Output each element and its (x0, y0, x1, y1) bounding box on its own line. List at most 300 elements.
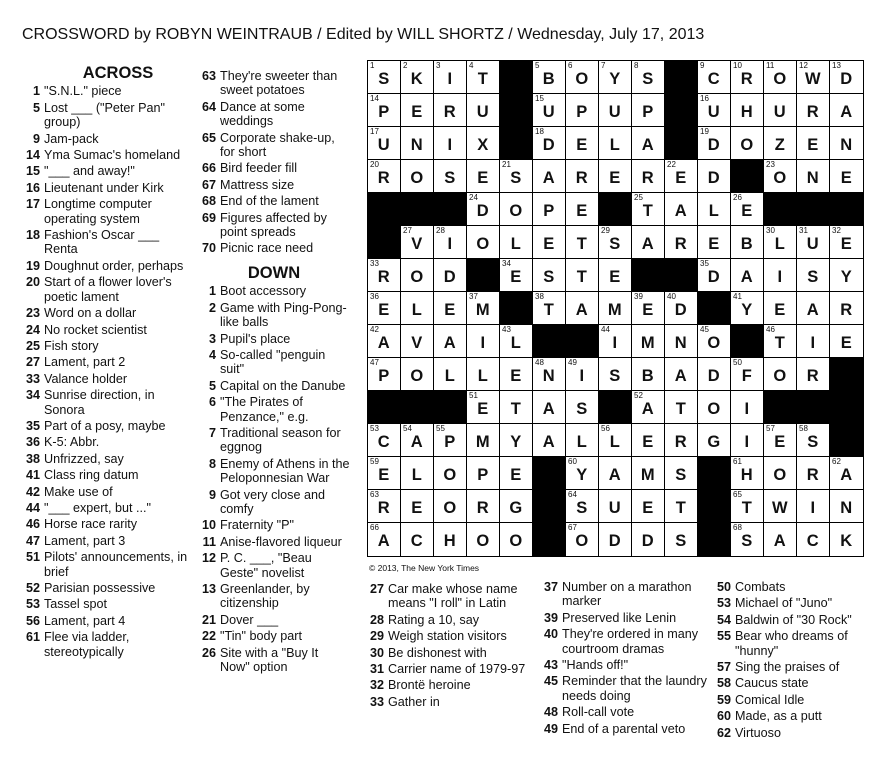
cell-letter: O (707, 400, 721, 418)
cell-letter: E (510, 466, 522, 484)
across-clue (22, 550, 190, 579)
down-clue (713, 580, 885, 594)
cell-number: 55 (436, 424, 445, 433)
clue-text: Fashion's Oscar ___ Renta (44, 228, 160, 257)
down-clue (366, 646, 538, 660)
cell-letter: P (378, 367, 390, 385)
cell-letter: E (510, 268, 522, 286)
grid-cell (599, 61, 632, 94)
grid-cell (764, 160, 797, 193)
grid-cell (632, 226, 665, 259)
clue-text: Pilots' announcements, in brief (44, 550, 188, 579)
clue-number: 70 (201, 241, 216, 256)
cell-number: 67 (568, 523, 577, 532)
across-clue (22, 597, 190, 611)
grid-cell (401, 325, 434, 358)
cell-number: 46 (766, 325, 775, 334)
clue-text: Tassel spot (44, 597, 107, 612)
grid-cell (467, 391, 500, 424)
clue-text: No rocket scientist (44, 322, 147, 337)
cell-letter: E (444, 301, 456, 319)
clue-number: 51 (25, 550, 40, 565)
grid-cell (698, 358, 731, 391)
down-clue (713, 693, 885, 707)
black-square (533, 490, 566, 523)
across-clue (22, 614, 190, 628)
grid-cell (830, 127, 863, 160)
grid-cell (830, 259, 863, 292)
black-square (599, 391, 632, 424)
clue-number: 58 (716, 676, 731, 691)
cell-number: 8 (634, 61, 639, 70)
down-clue (366, 695, 538, 709)
grid-cell (830, 226, 863, 259)
clue-number: 38 (25, 451, 40, 466)
grid-cell (599, 457, 632, 490)
clue-number: 50 (716, 580, 731, 594)
grid-cell (797, 490, 830, 523)
cell-number: 36 (370, 292, 379, 301)
cell-letter: R (806, 466, 820, 484)
cell-letter: O (410, 367, 424, 385)
cell-number: 3 (436, 61, 441, 70)
grid-cell (533, 160, 566, 193)
cell-letter: L (609, 433, 621, 451)
cell-number: 35 (700, 259, 709, 268)
cell-letter: R (740, 70, 754, 88)
cell-number: 11 (766, 61, 775, 70)
grid-cell (632, 358, 665, 391)
clue-number: 16 (25, 180, 40, 195)
cell-letter: R (377, 169, 391, 187)
cell-letter: A (740, 268, 754, 286)
down-clue (540, 627, 712, 656)
cell-letter: C (410, 532, 424, 550)
clue-number: 37 (543, 580, 558, 594)
cell-letter: D (674, 301, 688, 319)
grid-cell (434, 358, 467, 391)
cell-letter: O (443, 499, 457, 517)
clue-number: 28 (369, 612, 384, 627)
down-clue (198, 348, 350, 377)
cell-number: 53 (370, 424, 379, 433)
grid-cell (401, 457, 434, 490)
cell-letter: E (609, 268, 621, 286)
clue-text: Jam-pack (44, 131, 99, 146)
clue-text: "___ expert, but ..." (44, 500, 151, 515)
down-clue (540, 674, 712, 703)
grid-cell (698, 193, 731, 226)
black-square (500, 94, 533, 127)
grid-cell (698, 391, 731, 424)
cell-letter: A (773, 532, 787, 550)
grid-cell (533, 259, 566, 292)
grid-cell (698, 61, 731, 94)
grid-cell (566, 523, 599, 556)
cell-letter: A (608, 466, 622, 484)
cell-number: 6 (568, 61, 573, 70)
cell-number: 18 (535, 127, 544, 136)
down-clue (198, 582, 350, 611)
cell-letter: I (612, 334, 618, 352)
clue-text: Gather in (388, 694, 440, 709)
grid-cell (665, 160, 698, 193)
clue-number: 53 (25, 597, 40, 612)
black-square (830, 193, 863, 226)
grid-cell (434, 292, 467, 325)
clue-number: 36 (25, 435, 40, 450)
black-square (698, 523, 731, 556)
cell-letter: K (410, 70, 424, 88)
down-clue (366, 613, 538, 627)
across-clue (22, 452, 190, 466)
grid-cell (566, 61, 599, 94)
grid-cell (797, 424, 830, 457)
down-clue (198, 646, 350, 675)
down-header: DOWN (247, 263, 301, 282)
clue-number: 6 (208, 395, 216, 410)
cell-letter: A (575, 301, 589, 319)
black-square (368, 193, 401, 226)
cell-letter: B (542, 70, 556, 88)
across-clue (22, 388, 190, 417)
cell-letter: E (576, 136, 588, 154)
grid-cell (533, 358, 566, 391)
black-square (434, 193, 467, 226)
grid-cell (467, 292, 500, 325)
cell-letter: T (543, 301, 555, 319)
black-square (500, 61, 533, 94)
black-square (731, 325, 764, 358)
black-square (533, 325, 566, 358)
grid-cell (566, 127, 599, 160)
grid-cell (764, 358, 797, 391)
cell-letter: O (773, 169, 787, 187)
cell-letter: S (741, 532, 753, 550)
grid-cell (566, 160, 599, 193)
grid-cell (434, 259, 467, 292)
grid-cell (500, 490, 533, 523)
cell-letter: P (444, 433, 456, 451)
black-square (698, 457, 731, 490)
black-square (500, 292, 533, 325)
across-clue (22, 101, 190, 130)
across-clue (22, 228, 190, 257)
cell-number: 49 (568, 358, 577, 367)
clue-text: Made, as a putt (735, 709, 822, 724)
clue-text: "Tin" body part (220, 629, 302, 644)
cell-letter: I (480, 334, 486, 352)
grid-cell (434, 325, 467, 358)
clue-text: Make use of (44, 484, 113, 499)
grid-cell (797, 61, 830, 94)
grid-cell (500, 193, 533, 226)
cell-letter: M (607, 301, 623, 319)
black-square (632, 259, 665, 292)
cell-letter: E (774, 301, 786, 319)
cell-letter: Y (741, 301, 753, 319)
cell-number: 5 (535, 61, 540, 70)
down-clue (198, 426, 350, 455)
black-square (797, 391, 830, 424)
black-square (665, 61, 698, 94)
cell-letter: D (608, 532, 622, 550)
grid-cell (467, 424, 500, 457)
cell-letter: O (476, 235, 490, 253)
cell-letter: P (543, 202, 555, 220)
cell-number: 48 (535, 358, 544, 367)
grid-cell (797, 358, 830, 391)
grid-cell (698, 424, 731, 457)
clue-number: 43 (543, 658, 558, 673)
grid-cell (368, 94, 401, 127)
grid-cell (632, 160, 665, 193)
clue-number: 65 (201, 130, 216, 145)
cell-letter: E (642, 499, 654, 517)
cell-letter: W (804, 70, 822, 88)
cell-number: 13 (832, 61, 841, 70)
cell-letter: Y (576, 466, 588, 484)
cell-number: 50 (733, 358, 742, 367)
across-clue (22, 534, 190, 548)
cell-letter: N (542, 367, 556, 385)
clue-number: 14 (25, 148, 40, 163)
cell-number: 26 (733, 193, 742, 202)
clue-number: 42 (25, 484, 40, 499)
clue-text: End of a parental veto (562, 721, 686, 736)
grid-cell (368, 127, 401, 160)
clue-text: Mattress size (220, 177, 295, 192)
black-square (500, 127, 533, 160)
grid-cell (731, 490, 764, 523)
cell-number: 43 (502, 325, 511, 334)
across-clue (22, 197, 190, 226)
down-clue (713, 596, 885, 610)
grid-cell (368, 259, 401, 292)
cell-letter: S (675, 532, 687, 550)
cell-letter: S (807, 268, 819, 286)
cell-letter: E (477, 169, 489, 187)
grid-cell (797, 259, 830, 292)
down-clue (540, 580, 712, 609)
clue-text: Comical Idle (735, 692, 805, 707)
across-clue (22, 132, 190, 146)
cell-letter: S (510, 169, 522, 187)
cell-number: 34 (502, 259, 511, 268)
clue-number: 45 (543, 674, 558, 689)
grid-cell (665, 424, 698, 457)
grid-cell (665, 358, 698, 391)
clue-text: Brontë heroine (388, 678, 471, 693)
cell-letter: Y (609, 70, 621, 88)
down-clue (198, 488, 350, 517)
grid-cell (797, 94, 830, 127)
cell-letter: A (542, 400, 556, 418)
black-square (665, 127, 698, 160)
cell-letter: A (641, 400, 655, 418)
down-clues-column-3 (713, 580, 885, 742)
cell-letter: D (707, 268, 721, 286)
grid-cell (665, 226, 698, 259)
grid-cell (566, 94, 599, 127)
grid-cell (566, 193, 599, 226)
cell-number: 15 (535, 94, 544, 103)
cell-number: 61 (733, 457, 742, 466)
clue-number: 64 (201, 99, 216, 114)
across-clue (198, 131, 350, 160)
cell-letter: D (707, 367, 721, 385)
clue-text: Flee via ladder, stereotypically (44, 630, 130, 659)
grid-cell (533, 94, 566, 127)
cell-number: 30 (766, 226, 775, 235)
cell-number: 10 (733, 61, 742, 70)
cell-letter: A (641, 136, 655, 154)
clue-text: Combats (735, 580, 786, 594)
clue-number: 24 (25, 322, 40, 337)
clue-number: 29 (369, 629, 384, 644)
cell-number: 44 (601, 325, 610, 334)
cell-letter: T (675, 400, 687, 418)
cell-letter: P (576, 103, 588, 121)
cell-letter: T (642, 202, 654, 220)
clue-number: 5 (208, 378, 216, 393)
clue-number: 21 (201, 612, 216, 627)
grid-cell (599, 160, 632, 193)
black-square (698, 292, 731, 325)
grid-cell (467, 193, 500, 226)
grid-cell (467, 490, 500, 523)
grid-cell (467, 127, 500, 160)
grid-cell (368, 292, 401, 325)
clue-number: 5 (32, 100, 40, 115)
cell-number: 66 (370, 523, 379, 532)
grid-cell (467, 325, 500, 358)
black-square (665, 259, 698, 292)
cell-letter: E (807, 136, 819, 154)
down-clue (366, 678, 538, 692)
cell-number: 32 (832, 226, 841, 235)
black-square (698, 490, 731, 523)
grid-cell (533, 193, 566, 226)
clue-number: 41 (25, 468, 40, 483)
clue-number: 31 (369, 662, 384, 677)
clue-number: 27 (25, 355, 40, 370)
clue-text: Lieutenant under Kirk (44, 180, 164, 195)
across-clue (22, 581, 190, 595)
clue-text: Carrier name of 1979-97 (388, 662, 526, 677)
cell-number: 28 (436, 226, 445, 235)
cell-letter: B (641, 367, 655, 385)
clue-text: Rating a 10, say (388, 612, 480, 627)
grid-cell (665, 490, 698, 523)
grid-cell (467, 61, 500, 94)
cell-letter: R (377, 499, 391, 517)
copyright-notice: © 2013, The New York Times (369, 563, 480, 573)
black-square (830, 424, 863, 457)
grid-cell (533, 127, 566, 160)
clue-text: Picnic race need (220, 241, 314, 256)
cell-number: 63 (370, 490, 379, 499)
cell-letter: A (840, 466, 853, 484)
clue-number: 30 (369, 645, 384, 660)
cell-letter: U (608, 103, 622, 121)
cell-letter: H (443, 532, 457, 550)
clue-text: Pupil's place (220, 331, 291, 346)
cell-letter: A (542, 169, 556, 187)
down-clue (198, 379, 350, 393)
clue-text: Dance at some weddings (220, 99, 305, 129)
clue-number: 35 (25, 418, 40, 433)
cell-letter: S (642, 70, 654, 88)
cell-letter: E (609, 169, 621, 187)
clue-text: Enemy of Athens in the Peloponnesian War (220, 456, 350, 486)
cell-letter: A (410, 433, 424, 451)
clue-number: 27 (369, 582, 384, 596)
cell-number: 56 (601, 424, 610, 433)
clue-text: Traditional season for eggnog (220, 425, 341, 455)
black-square (665, 94, 698, 127)
puzzle-title: CROSSWORD by ROBYN WEINTRAUB / Edited by WILL SHORTZ / Wednesday, July 17, 2013 (22, 26, 705, 43)
grid-cell (500, 226, 533, 259)
cell-letter: A (641, 235, 655, 253)
cell-letter: V (411, 235, 423, 253)
grid-cell (434, 160, 467, 193)
cell-letter: N (410, 136, 424, 154)
grid-cell (764, 259, 797, 292)
cell-letter: G (509, 499, 523, 517)
clue-number: 18 (25, 228, 40, 243)
cell-letter: T (741, 499, 753, 517)
cell-letter: R (806, 103, 820, 121)
clue-text: End of the lament (220, 194, 319, 209)
cell-number: 58 (799, 424, 808, 433)
clue-text: Fish story (44, 338, 99, 353)
across-clue (22, 355, 190, 369)
cell-letter: U (542, 103, 556, 121)
clue-number: 7 (208, 425, 216, 440)
down-clue (198, 629, 350, 643)
cell-number: 19 (700, 127, 709, 136)
cell-letter: Y (840, 268, 853, 286)
grid-cell (467, 523, 500, 556)
cell-letter: R (806, 367, 820, 385)
grid-cell (599, 94, 632, 127)
clue-number: 34 (25, 388, 40, 403)
cell-number: 27 (403, 226, 412, 235)
cell-letter: R (674, 235, 688, 253)
grid-cell (698, 259, 731, 292)
grid-cell (533, 292, 566, 325)
cell-letter: S (543, 268, 555, 286)
cell-number: 9 (700, 61, 705, 70)
black-square (830, 358, 863, 391)
cell-letter: E (840, 235, 853, 253)
grid-cell (698, 127, 731, 160)
across-clue (22, 148, 190, 162)
down-clue (713, 676, 885, 690)
clue-number: 9 (208, 487, 216, 502)
cell-number: 1 (370, 61, 375, 70)
cell-letter: U (608, 499, 622, 517)
clue-text: Weigh station visitors (388, 629, 507, 644)
clue-number: 1 (32, 84, 40, 99)
grid-cell (434, 226, 467, 259)
cell-letter: E (378, 301, 390, 319)
black-square (368, 391, 401, 424)
cell-letter: D (840, 70, 853, 88)
across-clue (22, 468, 190, 482)
cell-letter: N (674, 334, 688, 352)
